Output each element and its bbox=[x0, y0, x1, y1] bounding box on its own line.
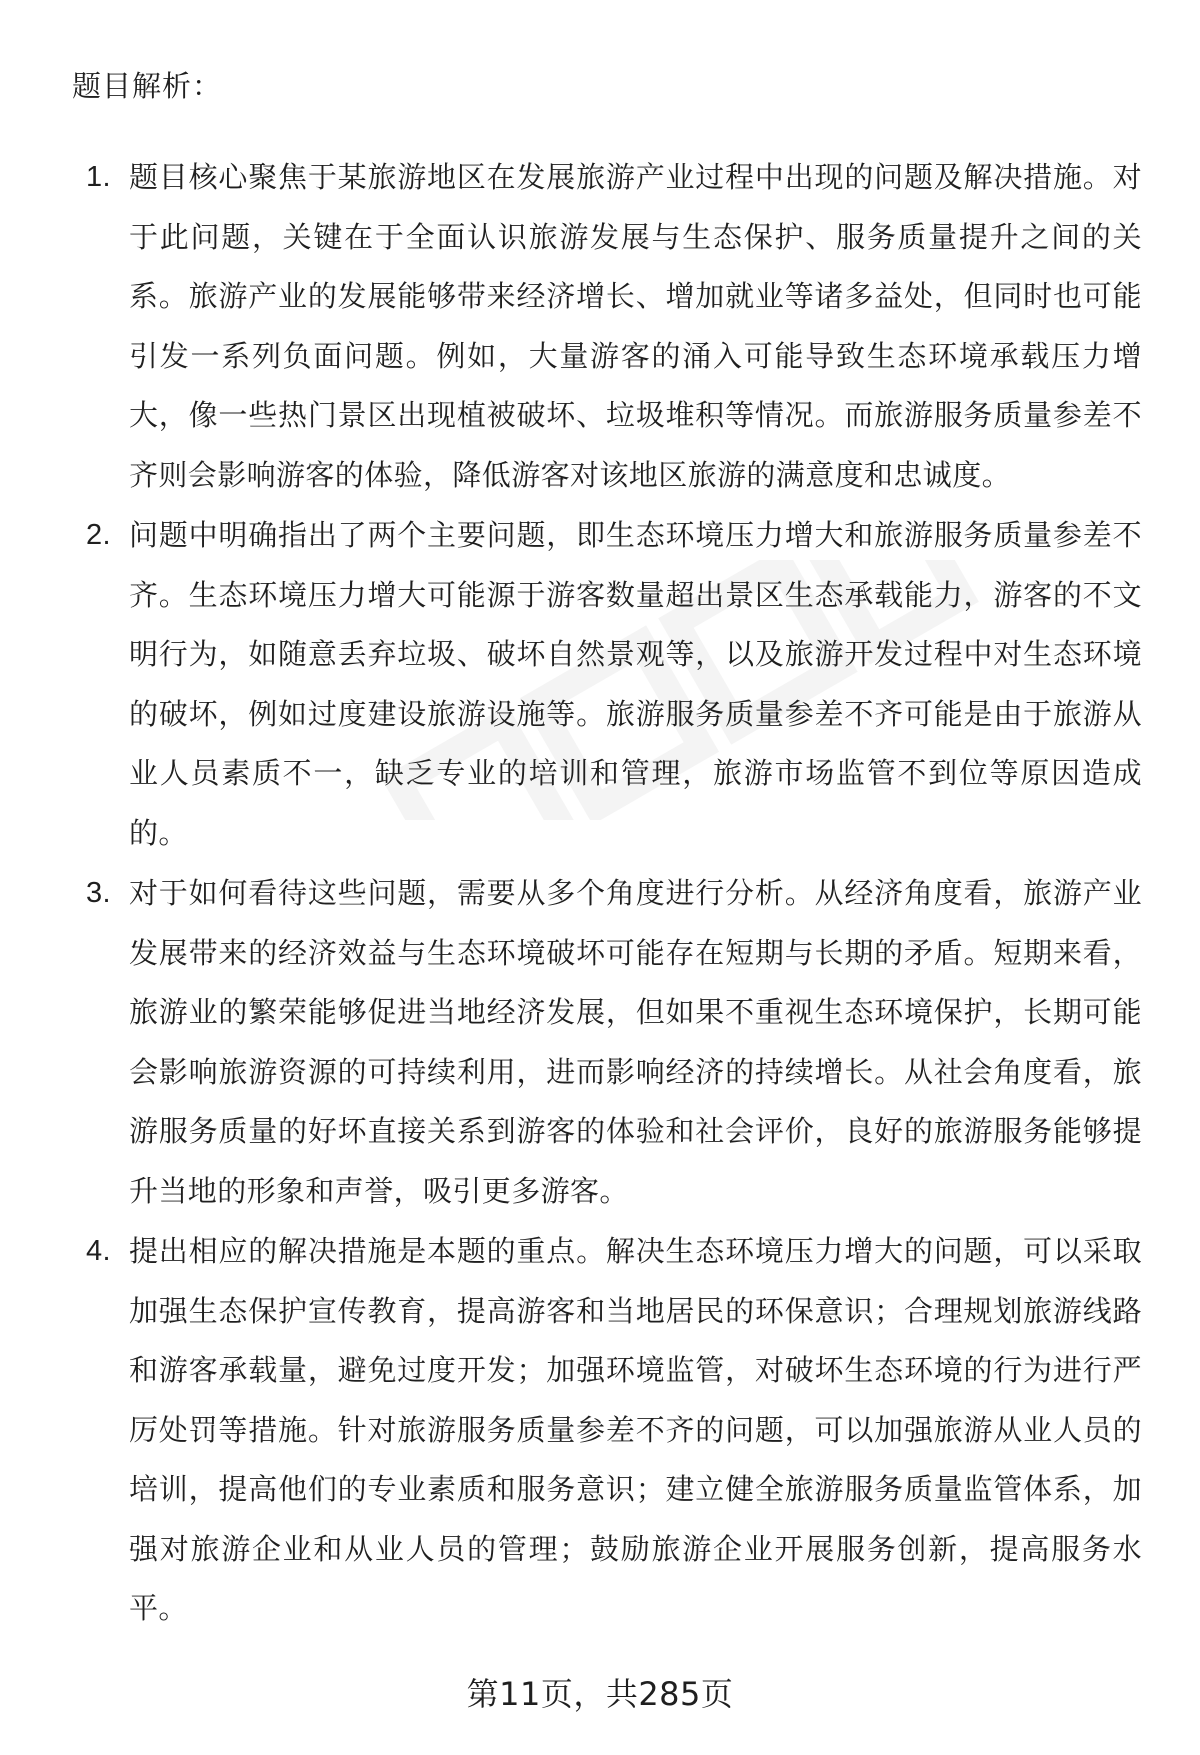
list-item-number: 2. bbox=[86, 519, 111, 551]
list-item bbox=[72, 148, 1142, 505]
list-item-number: 1. bbox=[86, 161, 111, 193]
list-item-number: 4. bbox=[86, 1235, 111, 1267]
list-item bbox=[72, 1222, 1142, 1639]
list-item bbox=[72, 506, 1142, 863]
list-item-text: 问题中明确指出了两个主要问题，即生态环境压力增大和旅游服务质量参差不齐。生态环境压力增大可能源于游客数量超出景区生态承载能力，游客的不文明行为，如随意丢弃垃圾、破坏自然景观等，以及旅游开发过程中对生态环境的破坏，例如过度建设旅游设施等。旅游服务质量参差不齐可能是由于旅游从业人员素质不一，缺乏专业的培训和管理，旅游市场监管不到位等原因造成的。 bbox=[129, 518, 1142, 850]
list-item bbox=[72, 864, 1142, 1221]
list-item-number: 3. bbox=[86, 877, 111, 909]
section-heading: 题目解析： bbox=[72, 69, 223, 103]
analysis-list bbox=[72, 148, 1142, 1640]
list-item-text: 对于如何看待这些问题，需要从多个角度进行分析。从经济角度看，旅游产业发展带来的经济效益与生态环境破坏可能存在短期与长期的矛盾。短期来看，旅游业的繁荣能够促进当地经济发展，但如果不重视生态环境保护，长期可能会影响旅游资源的可持续利用，进而影响经济的持续增长。从社会角度看，旅游服务质量的好坏直接关系到游客的体验和社会评价，良好的旅游服务能够提升当地的形象和声誉，吸引更多游客。 bbox=[129, 876, 1142, 1208]
list-item-text: 题目核心聚焦于某旅游地区在发展旅游产业过程中出现的问题及解决措施。对于此问题，关键在于全面认识旅游发展与生态保护、服务质量提升之间的关系。旅游产业的发展能够带来经济增长、增加就业等诸多益处，但同时也可能引发一系列负面问题。例如，大量游客的涌入可能导致生态环境承载压力增大，像一些热门景区出现植被破坏、垃圾堆积等情况。而旅游服务质量参差不齐则会影响游客的体验，降低游客对该地区旅游的满意度和忠诚度。 bbox=[129, 160, 1142, 492]
page-number-footer: 第11页，共285页 bbox=[466, 1675, 734, 1713]
list-item-text: 提出相应的解决措施是本题的重点。解决生态环境压力增大的问题，可以采取加强生态保护宣传教育，提高游客和当地居民的环保意识；合理规划旅游线路和游客承载量，避免过度开发；加强环境监管，对破坏生态环境的行为进行严厉处罚等措施。针对旅游服务质量参差不齐的问题，可以加强旅游从业人员的培训，提高他们的专业素质和服务意识；建立健全旅游服务质量监管体系，加强对旅游企业和从业人员的管理；鼓励旅游企业开展服务创新，提高服务水平。 bbox=[129, 1234, 1142, 1625]
